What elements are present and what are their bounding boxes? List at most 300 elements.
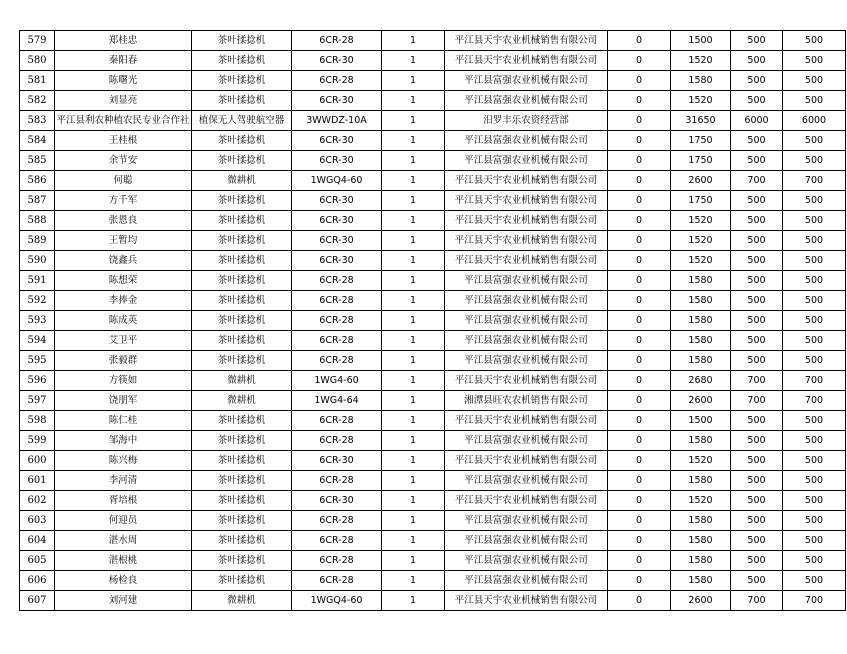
cell-value-3-cell: 500 — [731, 511, 783, 531]
model-cell: 6CR-28 — [292, 331, 382, 351]
machine-type-cell: 茶叶揉捻机 — [192, 451, 292, 471]
machine-type-cell: 茶叶揉捻机 — [192, 291, 292, 311]
cell-value-3-cell: 500 — [731, 191, 783, 211]
table-row — [20, 411, 846, 431]
cell-value-2-cell: 1580 — [671, 331, 731, 351]
quantity-cell: 1 — [382, 391, 445, 411]
machine-type-cell: 茶叶揉捻机 — [192, 31, 292, 51]
model-cell: 6CR-28 — [292, 471, 382, 491]
buyer-name-cell: 湛根桃 — [55, 551, 192, 571]
subsidy-table — [19, 30, 846, 611]
quantity-cell: 1 — [382, 71, 445, 91]
row-number-cell: 595 — [20, 351, 55, 371]
machine-type-cell: 茶叶揉捻机 — [192, 191, 292, 211]
cell-value-1-cell: 0 — [608, 451, 671, 471]
buyer-name-cell: 王暂均 — [55, 231, 192, 251]
buyer-name-cell: 方筷如 — [55, 371, 192, 391]
row-number-cell: 582 — [20, 91, 55, 111]
cell-value-1-cell: 0 — [608, 231, 671, 251]
model-cell: 6CR-28 — [292, 31, 382, 51]
table-row — [20, 111, 846, 131]
row-number-cell: 601 — [20, 471, 55, 491]
row-number-cell: 589 — [20, 231, 55, 251]
cell-value-2-cell: 1580 — [671, 271, 731, 291]
cell-value-3-cell: 700 — [731, 371, 783, 391]
cell-value-1-cell: 0 — [608, 391, 671, 411]
quantity-cell: 1 — [382, 571, 445, 591]
model-cell: 6CR-30 — [292, 131, 382, 151]
buyer-name-cell: 张毅群 — [55, 351, 192, 371]
dealer-cell: 平江县富强农业机械有限公司 — [445, 431, 608, 451]
model-cell: 6CR-30 — [292, 251, 382, 271]
model-cell: 6CR-30 — [292, 491, 382, 511]
machine-type-cell: 微耕机 — [192, 371, 292, 391]
machine-type-cell: 茶叶揉捻机 — [192, 471, 292, 491]
machine-type-cell: 茶叶揉捻机 — [192, 71, 292, 91]
machine-type-cell: 茶叶揉捻机 — [192, 251, 292, 271]
buyer-name-cell: 饶朋军 — [55, 391, 192, 411]
cell-value-3-cell: 500 — [731, 551, 783, 571]
row-number-cell: 583 — [20, 111, 55, 131]
cell-value-1-cell: 0 — [608, 191, 671, 211]
table-row — [20, 271, 846, 291]
dealer-cell: 平江县天宇农业机械销售有限公司 — [445, 451, 608, 471]
model-cell: 6CR-30 — [292, 191, 382, 211]
cell-value-1-cell: 0 — [608, 131, 671, 151]
cell-value-3-cell: 500 — [731, 411, 783, 431]
dealer-cell: 平江县天宇农业机械销售有限公司 — [445, 491, 608, 511]
cell-value-3-cell: 500 — [731, 231, 783, 251]
table-row — [20, 211, 846, 231]
cell-value-3-cell: 500 — [731, 331, 783, 351]
machine-type-cell: 茶叶揉捻机 — [192, 271, 292, 291]
cell-value-2-cell: 1580 — [671, 351, 731, 371]
buyer-name-cell: 平江县利农种植农民专业合作社 — [55, 111, 192, 131]
quantity-cell: 1 — [382, 271, 445, 291]
cell-value-4-cell: 700 — [783, 171, 846, 191]
buyer-name-cell: 何迎员 — [55, 511, 192, 531]
cell-value-3-cell: 500 — [731, 431, 783, 451]
cell-value-4-cell: 500 — [783, 191, 846, 211]
row-number-cell: 591 — [20, 271, 55, 291]
machine-type-cell: 茶叶揉捻机 — [192, 551, 292, 571]
table-row — [20, 251, 846, 271]
cell-value-4-cell: 700 — [783, 591, 846, 611]
cell-value-4-cell: 500 — [783, 31, 846, 51]
buyer-name-cell: 李捧金 — [55, 291, 192, 311]
cell-value-4-cell: 500 — [783, 571, 846, 591]
table-row — [20, 471, 846, 491]
buyer-name-cell: 胥培根 — [55, 491, 192, 511]
cell-value-3-cell: 500 — [731, 291, 783, 311]
machine-type-cell: 茶叶揉捻机 — [192, 511, 292, 531]
table-row — [20, 451, 846, 471]
row-number-cell: 587 — [20, 191, 55, 211]
model-cell: 6CR-28 — [292, 271, 382, 291]
row-number-cell: 598 — [20, 411, 55, 431]
model-cell: 6CR-30 — [292, 91, 382, 111]
cell-value-1-cell: 0 — [608, 471, 671, 491]
quantity-cell: 1 — [382, 431, 445, 451]
cell-value-1-cell: 0 — [608, 431, 671, 451]
machine-type-cell: 微耕机 — [192, 171, 292, 191]
model-cell: 6CR-28 — [292, 291, 382, 311]
row-number-cell: 606 — [20, 571, 55, 591]
machine-type-cell: 茶叶揉捻机 — [192, 331, 292, 351]
cell-value-1-cell: 0 — [608, 291, 671, 311]
table-row — [20, 531, 846, 551]
cell-value-1-cell: 0 — [608, 331, 671, 351]
cell-value-2-cell: 1580 — [671, 471, 731, 491]
table-body — [20, 31, 846, 611]
machine-type-cell: 微耕机 — [192, 591, 292, 611]
cell-value-2-cell: 1520 — [671, 491, 731, 511]
cell-value-3-cell: 500 — [731, 71, 783, 91]
cell-value-3-cell: 500 — [731, 351, 783, 371]
cell-value-1-cell: 0 — [608, 351, 671, 371]
table-row — [20, 291, 846, 311]
cell-value-2-cell: 1580 — [671, 551, 731, 571]
cell-value-4-cell: 500 — [783, 251, 846, 271]
model-cell: 6CR-28 — [292, 351, 382, 371]
table-row — [20, 391, 846, 411]
cell-value-4-cell: 500 — [783, 351, 846, 371]
table-row — [20, 31, 846, 51]
machine-type-cell: 茶叶揉捻机 — [192, 311, 292, 331]
dealer-cell: 平江县富强农业机械有限公司 — [445, 531, 608, 551]
table-row — [20, 331, 846, 351]
cell-value-2-cell: 1520 — [671, 51, 731, 71]
machine-type-cell: 茶叶揉捻机 — [192, 51, 292, 71]
quantity-cell: 1 — [382, 291, 445, 311]
table-row — [20, 131, 846, 151]
quantity-cell: 1 — [382, 111, 445, 131]
cell-value-2-cell: 1580 — [671, 531, 731, 551]
quantity-cell: 1 — [382, 191, 445, 211]
buyer-name-cell: 陈仁桂 — [55, 411, 192, 431]
cell-value-1-cell: 0 — [608, 491, 671, 511]
cell-value-1-cell: 0 — [608, 211, 671, 231]
cell-value-2-cell: 1500 — [671, 31, 731, 51]
cell-value-3-cell: 500 — [731, 571, 783, 591]
cell-value-4-cell: 500 — [783, 471, 846, 491]
cell-value-4-cell: 500 — [783, 531, 846, 551]
model-cell: 1WGQ4-60 — [292, 591, 382, 611]
table-row — [20, 491, 846, 511]
table-row — [20, 151, 846, 171]
dealer-cell: 平江县富强农业机械有限公司 — [445, 471, 608, 491]
buyer-name-cell: 湛水周 — [55, 531, 192, 551]
row-number-cell: 602 — [20, 491, 55, 511]
machine-type-cell: 茶叶揉捻机 — [192, 571, 292, 591]
cell-value-3-cell: 500 — [731, 211, 783, 231]
row-number-cell: 580 — [20, 51, 55, 71]
table-row — [20, 191, 846, 211]
row-number-cell: 596 — [20, 371, 55, 391]
table-row — [20, 371, 846, 391]
machine-type-cell: 茶叶揉捻机 — [192, 211, 292, 231]
cell-value-2-cell: 1580 — [671, 311, 731, 331]
row-number-cell: 605 — [20, 551, 55, 571]
model-cell: 6CR-30 — [292, 451, 382, 471]
row-number-cell: 588 — [20, 211, 55, 231]
cell-value-3-cell: 6000 — [731, 111, 783, 131]
cell-value-1-cell: 0 — [608, 511, 671, 531]
machine-type-cell: 茶叶揉捻机 — [192, 151, 292, 171]
cell-value-4-cell: 500 — [783, 311, 846, 331]
cell-value-3-cell: 500 — [731, 151, 783, 171]
cell-value-2-cell: 1520 — [671, 211, 731, 231]
dealer-cell: 平江县富强农业机械有限公司 — [445, 311, 608, 331]
cell-value-2-cell: 2680 — [671, 371, 731, 391]
dealer-cell: 平江县天宇农业机械销售有限公司 — [445, 171, 608, 191]
model-cell: 6CR-28 — [292, 431, 382, 451]
cell-value-1-cell: 0 — [608, 571, 671, 591]
cell-value-4-cell: 500 — [783, 51, 846, 71]
machine-type-cell: 茶叶揉捻机 — [192, 351, 292, 371]
quantity-cell: 1 — [382, 531, 445, 551]
model-cell: 1WG4-64 — [292, 391, 382, 411]
row-number-cell: 581 — [20, 71, 55, 91]
row-number-cell: 603 — [20, 511, 55, 531]
machine-type-cell: 茶叶揉捻机 — [192, 411, 292, 431]
cell-value-3-cell: 500 — [731, 311, 783, 331]
quantity-cell: 1 — [382, 371, 445, 391]
quantity-cell: 1 — [382, 31, 445, 51]
table-row — [20, 51, 846, 71]
machine-type-cell: 茶叶揉捻机 — [192, 131, 292, 151]
table-row — [20, 171, 846, 191]
cell-value-1-cell: 0 — [608, 91, 671, 111]
row-number-cell: 604 — [20, 531, 55, 551]
dealer-cell: 平江县富强农业机械有限公司 — [445, 571, 608, 591]
cell-value-1-cell: 0 — [608, 171, 671, 191]
buyer-name-cell: 秦阳春 — [55, 51, 192, 71]
cell-value-2-cell: 1580 — [671, 431, 731, 451]
dealer-cell: 平江县天宇农业机械销售有限公司 — [445, 231, 608, 251]
table-row — [20, 311, 846, 331]
table-row — [20, 231, 846, 251]
buyer-name-cell: 余节安 — [55, 151, 192, 171]
cell-value-4-cell: 500 — [783, 91, 846, 111]
buyer-name-cell: 杨检良 — [55, 571, 192, 591]
cell-value-4-cell: 700 — [783, 391, 846, 411]
buyer-name-cell: 郑桂忠 — [55, 31, 192, 51]
dealer-cell: 平江县富强农业机械有限公司 — [445, 71, 608, 91]
quantity-cell: 1 — [382, 411, 445, 431]
cell-value-4-cell: 500 — [783, 271, 846, 291]
cell-value-4-cell: 500 — [783, 71, 846, 91]
model-cell: 6CR-28 — [292, 411, 382, 431]
quantity-cell: 1 — [382, 91, 445, 111]
quantity-cell: 1 — [382, 491, 445, 511]
quantity-cell: 1 — [382, 251, 445, 271]
cell-value-1-cell: 0 — [608, 411, 671, 431]
cell-value-4-cell: 500 — [783, 131, 846, 151]
dealer-cell: 平江县富强农业机械有限公司 — [445, 291, 608, 311]
quantity-cell: 1 — [382, 551, 445, 571]
quantity-cell: 1 — [382, 511, 445, 531]
quantity-cell: 1 — [382, 51, 445, 71]
quantity-cell: 1 — [382, 211, 445, 231]
buyer-name-cell: 艾卫平 — [55, 331, 192, 351]
row-number-cell: 585 — [20, 151, 55, 171]
cell-value-2-cell: 1750 — [671, 131, 731, 151]
model-cell: 6CR-28 — [292, 311, 382, 331]
cell-value-1-cell: 0 — [608, 51, 671, 71]
cell-value-3-cell: 700 — [731, 391, 783, 411]
cell-value-4-cell: 500 — [783, 451, 846, 471]
dealer-cell: 平江县天宇农业机械销售有限公司 — [445, 591, 608, 611]
cell-value-1-cell: 0 — [608, 151, 671, 171]
machine-type-cell: 植保无人驾驶航空器 — [192, 111, 292, 131]
cell-value-3-cell: 500 — [731, 251, 783, 271]
cell-value-3-cell: 500 — [731, 531, 783, 551]
buyer-name-cell: 刘显亮 — [55, 91, 192, 111]
model-cell: 3WWDZ-10A — [292, 111, 382, 131]
cell-value-2-cell: 1580 — [671, 291, 731, 311]
cell-value-3-cell: 500 — [731, 271, 783, 291]
dealer-cell: 平江县富强农业机械有限公司 — [445, 511, 608, 531]
quantity-cell: 1 — [382, 311, 445, 331]
cell-value-1-cell: 0 — [608, 531, 671, 551]
cell-value-4-cell: 500 — [783, 511, 846, 531]
model-cell: 6CR-30 — [292, 151, 382, 171]
dealer-cell: 平江县富强农业机械有限公司 — [445, 271, 608, 291]
dealer-cell: 平江县天宇农业机械销售有限公司 — [445, 251, 608, 271]
cell-value-2-cell: 2600 — [671, 171, 731, 191]
buyer-name-cell: 陈成英 — [55, 311, 192, 331]
row-number-cell: 590 — [20, 251, 55, 271]
cell-value-4-cell: 500 — [783, 211, 846, 231]
dealer-cell: 湘潭县旺农农机销售有限公司 — [445, 391, 608, 411]
dealer-cell: 平江县天宇农业机械销售有限公司 — [445, 51, 608, 71]
quantity-cell: 1 — [382, 131, 445, 151]
table-row — [20, 511, 846, 531]
quantity-cell: 1 — [382, 231, 445, 251]
dealer-cell: 平江县天宇农业机械销售有限公司 — [445, 371, 608, 391]
cell-value-1-cell: 0 — [608, 31, 671, 51]
dealer-cell: 平江县天宇农业机械销售有限公司 — [445, 31, 608, 51]
cell-value-3-cell: 500 — [731, 91, 783, 111]
quantity-cell: 1 — [382, 591, 445, 611]
cell-value-2-cell: 1520 — [671, 91, 731, 111]
cell-value-3-cell: 500 — [731, 131, 783, 151]
cell-value-1-cell: 0 — [608, 271, 671, 291]
dealer-cell: 平江县富强农业机械有限公司 — [445, 131, 608, 151]
buyer-name-cell: 陈想荣 — [55, 271, 192, 291]
table-row — [20, 571, 846, 591]
cell-value-2-cell: 1520 — [671, 451, 731, 471]
model-cell: 1WGQ4-60 — [292, 171, 382, 191]
cell-value-3-cell: 500 — [731, 31, 783, 51]
cell-value-1-cell: 0 — [608, 551, 671, 571]
row-number-cell: 597 — [20, 391, 55, 411]
quantity-cell: 1 — [382, 151, 445, 171]
cell-value-4-cell: 500 — [783, 231, 846, 251]
quantity-cell: 1 — [382, 471, 445, 491]
row-number-cell: 594 — [20, 331, 55, 351]
cell-value-2-cell: 1520 — [671, 251, 731, 271]
table-row — [20, 591, 846, 611]
cell-value-2-cell: 1580 — [671, 571, 731, 591]
buyer-name-cell: 方千军 — [55, 191, 192, 211]
table-row — [20, 91, 846, 111]
buyer-name-cell: 邹海中 — [55, 431, 192, 451]
buyer-name-cell: 何聪 — [55, 171, 192, 191]
model-cell: 6CR-28 — [292, 551, 382, 571]
row-number-cell: 600 — [20, 451, 55, 471]
cell-value-4-cell: 500 — [783, 151, 846, 171]
model-cell: 6CR-30 — [292, 51, 382, 71]
cell-value-3-cell: 500 — [731, 51, 783, 71]
row-number-cell: 592 — [20, 291, 55, 311]
table-row — [20, 71, 846, 91]
row-number-cell: 586 — [20, 171, 55, 191]
cell-value-4-cell: 700 — [783, 371, 846, 391]
cell-value-1-cell: 0 — [608, 71, 671, 91]
cell-value-1-cell: 0 — [608, 371, 671, 391]
machine-type-cell: 茶叶揉捻机 — [192, 91, 292, 111]
cell-value-4-cell: 500 — [783, 551, 846, 571]
quantity-cell: 1 — [382, 171, 445, 191]
cell-value-2-cell: 1750 — [671, 151, 731, 171]
cell-value-3-cell: 500 — [731, 471, 783, 491]
cell-value-1-cell: 0 — [608, 111, 671, 131]
buyer-name-cell: 陈曙光 — [55, 71, 192, 91]
buyer-name-cell: 饶鑫兵 — [55, 251, 192, 271]
machine-type-cell: 茶叶揉捻机 — [192, 431, 292, 451]
cell-value-2-cell: 1580 — [671, 71, 731, 91]
dealer-cell: 平江县富强农业机械有限公司 — [445, 551, 608, 571]
machine-type-cell: 茶叶揉捻机 — [192, 491, 292, 511]
machine-type-cell: 微耕机 — [192, 391, 292, 411]
cell-value-2-cell: 2600 — [671, 591, 731, 611]
model-cell: 1WG4-60 — [292, 371, 382, 391]
cell-value-3-cell: 500 — [731, 491, 783, 511]
cell-value-2-cell: 1500 — [671, 411, 731, 431]
row-number-cell: 607 — [20, 591, 55, 611]
buyer-name-cell: 张恩良 — [55, 211, 192, 231]
cell-value-4-cell: 500 — [783, 411, 846, 431]
model-cell: 6CR-28 — [292, 531, 382, 551]
cell-value-4-cell: 500 — [783, 431, 846, 451]
quantity-cell: 1 — [382, 351, 445, 371]
buyer-name-cell: 李河清 — [55, 471, 192, 491]
row-number-cell: 579 — [20, 31, 55, 51]
cell-value-3-cell: 700 — [731, 591, 783, 611]
dealer-cell: 平江县天宇农业机械销售有限公司 — [445, 191, 608, 211]
cell-value-2-cell: 2600 — [671, 391, 731, 411]
machine-type-cell: 茶叶揉捻机 — [192, 231, 292, 251]
dealer-cell: 平江县富强农业机械有限公司 — [445, 351, 608, 371]
cell-value-3-cell: 500 — [731, 451, 783, 471]
cell-value-2-cell: 1520 — [671, 231, 731, 251]
table-row — [20, 351, 846, 371]
cell-value-1-cell: 0 — [608, 311, 671, 331]
cell-value-2-cell: 31650 — [671, 111, 731, 131]
cell-value-4-cell: 500 — [783, 491, 846, 511]
cell-value-4-cell: 500 — [783, 331, 846, 351]
quantity-cell: 1 — [382, 331, 445, 351]
model-cell: 6CR-30 — [292, 231, 382, 251]
dealer-cell: 平江县天宇农业机械销售有限公司 — [445, 411, 608, 431]
dealer-cell: 平江县天宇农业机械销售有限公司 — [445, 211, 608, 231]
dealer-cell: 平江县富强农业机械有限公司 — [445, 91, 608, 111]
quantity-cell: 1 — [382, 451, 445, 471]
cell-value-4-cell: 6000 — [783, 111, 846, 131]
cell-value-2-cell: 1580 — [671, 511, 731, 531]
